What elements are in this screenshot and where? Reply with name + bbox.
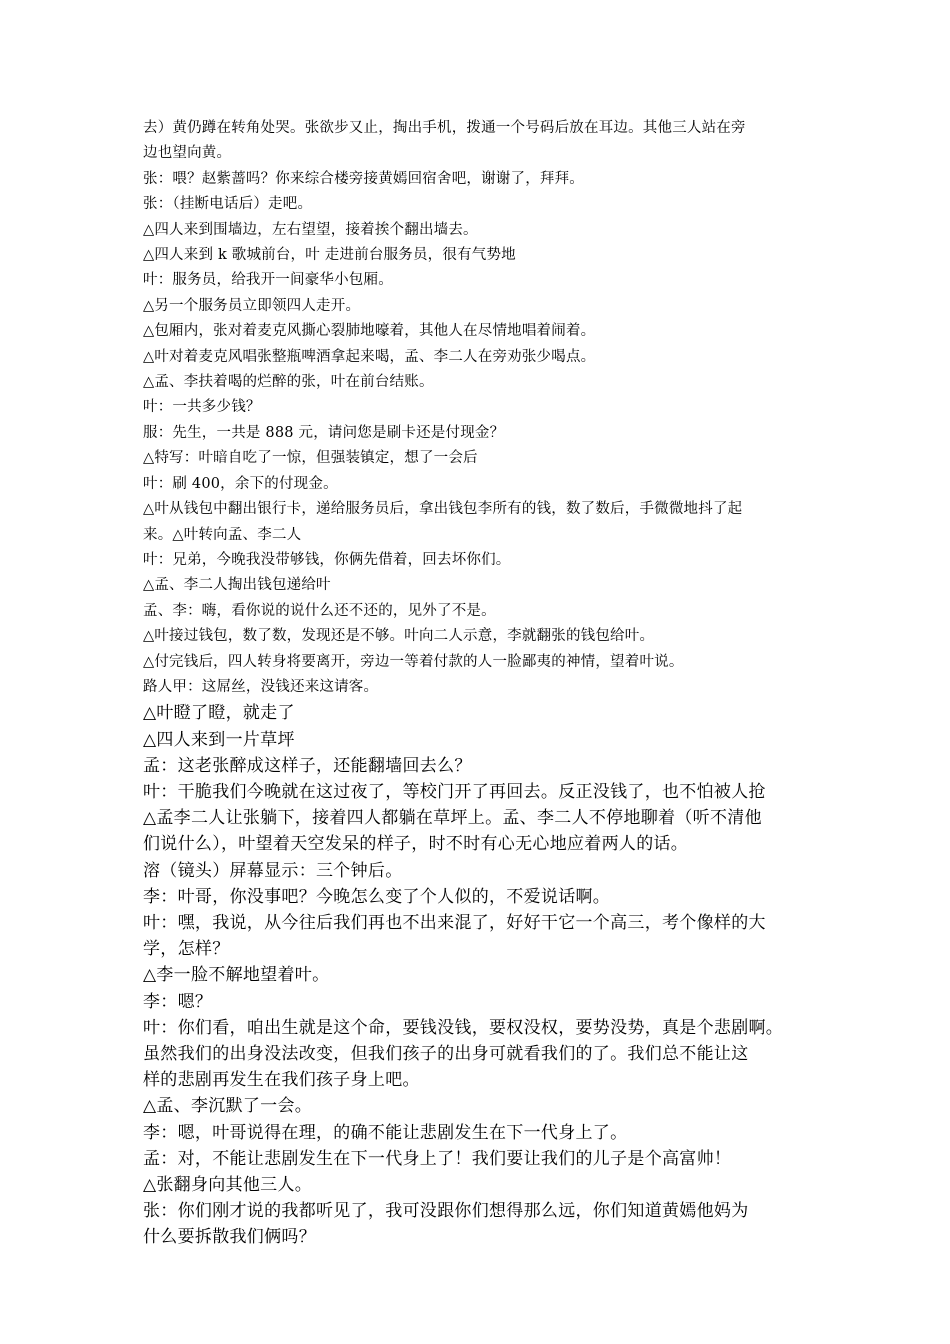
text-line: 边也望向黄。 xyxy=(143,145,232,162)
text-line: 李：叶哥，你没事吧？今晚怎么变了个人似的，不爱说话啊。 xyxy=(143,886,611,907)
text-line: 张：喂？赵紫蔷吗？你来综合楼旁接黄嫣回宿舍吧，谢谢了，拜拜。 xyxy=(143,170,584,187)
text-line: 学，怎样？ xyxy=(143,939,230,960)
text-line: △孟、李沉默了一会。 xyxy=(143,1096,313,1117)
text-line: 去）黄仍蹲在转角处哭。张欲步又止，掏出手机，拨通一个号码后放在耳边。其他三人站在旁 xyxy=(143,120,746,136)
text-line: 孟、李：嗨，看你说的说什么还不还的，见外了不是。 xyxy=(143,602,496,619)
text-line: 张：（挂断电话后）走吧。 xyxy=(143,196,313,213)
text-line: 叶：服务员，给我开一间豪华小包厢。 xyxy=(143,272,393,289)
text-line: 孟：这老张醉成这样子，还能翻墙回去么？ xyxy=(143,755,472,776)
text-line: 李：嗯？ xyxy=(143,991,213,1012)
text-line: 虽然我们的出身没法改变，但我们孩子的出身可就看我们的了。我们总不能让这 xyxy=(143,1043,749,1064)
text-line: 孟：对，不能让悲剧发生在下一代身上了！我们要让我们的儿子是个高富帅！ xyxy=(143,1148,732,1169)
text-line: △张翻身向其他三人。 xyxy=(143,1175,313,1195)
text-line: △付完钱后，四人转身将要离开，旁边一等着付款的人一脸鄙夷的神情，望着叶说。 xyxy=(143,653,684,670)
text-line: 什么要拆散我们俩吗？ xyxy=(143,1227,316,1248)
text-line: 李：嗯，叶哥说得在理，的确不能让悲剧发生在下一代身上了。 xyxy=(143,1122,628,1143)
text-line: △另一个服务员立即领四人走开。 xyxy=(143,297,361,314)
text-line: 们说什么），叶望着天空发呆的样子，时不时有心无心地应着两人的话。 xyxy=(143,834,689,855)
text-line: 溶（镜头）屏幕显示：三个钟后。 xyxy=(143,860,403,881)
text-line: △四人来到一片草坪 xyxy=(143,729,295,750)
text-line: △特写：叶暗自吃了一惊，但强装镇定，想了一会后 xyxy=(143,450,478,467)
text-line: △孟、李二人掏出钱包递给叶 xyxy=(143,577,331,594)
text-line: △叶瞪了瞪，就走了 xyxy=(143,703,295,724)
text-line: 叶：嘿，我说，从今往后我们再也不出来混了，好好干它一个高三，考个像样的大 xyxy=(143,912,766,933)
text-line: △叶对着麦克风唱张整瓶啤酒拿起来喝，孟、李二人在旁劝张少喝点。 xyxy=(143,348,596,365)
text-line: 服：先生，一共是 888 元，请问您是刷卡还是付现金？ xyxy=(143,424,505,441)
text-line: 叶：兄弟，今晚我没带够钱，你俩先借着，回去坏你们。 xyxy=(143,551,511,568)
text-line: △李一脸不解地望着叶。 xyxy=(143,965,330,986)
text-line: 张：你们刚才说的我都听见了，我可没跟你们想得那么远，你们知道黄嫣他妈为 xyxy=(143,1201,749,1222)
text-line: 叶：一共多少钱？ xyxy=(143,399,261,416)
text-line: 叶：干脆我们今晚就在这过夜了，等校门开了再回去。反正没钱了，也不怕被人抢 xyxy=(143,781,766,802)
text-line: △包厢内，张对着麦克风撕心裂肺地嚎着，其他人在尽情地唱着闹着。 xyxy=(143,323,596,340)
text-line: △四人来到围墙边，左右望望，接着挨个翻出墙去。 xyxy=(143,221,478,238)
text-line: △叶接过钱包，数了数，发现还是不够。叶向二人示意，李就翻张的钱包给叶。 xyxy=(143,628,655,645)
text-line: △孟、李扶着喝的烂醉的张，叶在前台结账。 xyxy=(143,374,434,391)
script-text xyxy=(143,116,811,1251)
text-line: 叶：你们看，咱出生就是这个命，要钱没钱，要权没权，要势没势，真是个悲剧啊。 xyxy=(143,1017,784,1038)
text-line: 叶：刷 400，余下的付现金。 xyxy=(143,475,338,492)
text-line: △叶从钱包中翻出银行卡，递给服务员后，拿出钱包李所有的钱，数了数后，手微微地抖了起 xyxy=(143,501,743,518)
text-line: 来。△叶转向孟、李二人 xyxy=(143,526,302,543)
text-line: 样的悲剧再发生在我们孩子身上吧。 xyxy=(143,1070,420,1091)
text-line: △孟李二人让张躺下，接着四人都躺在草坪上。孟、李二人不停地聊着（听不清他 xyxy=(143,808,762,829)
text-line: △四人来到 k 歌城前台，叶 走进前台服务员，很有气势地 xyxy=(143,247,516,264)
text-line: 路人甲：这屌丝，没钱还来这请客。 xyxy=(143,678,379,695)
